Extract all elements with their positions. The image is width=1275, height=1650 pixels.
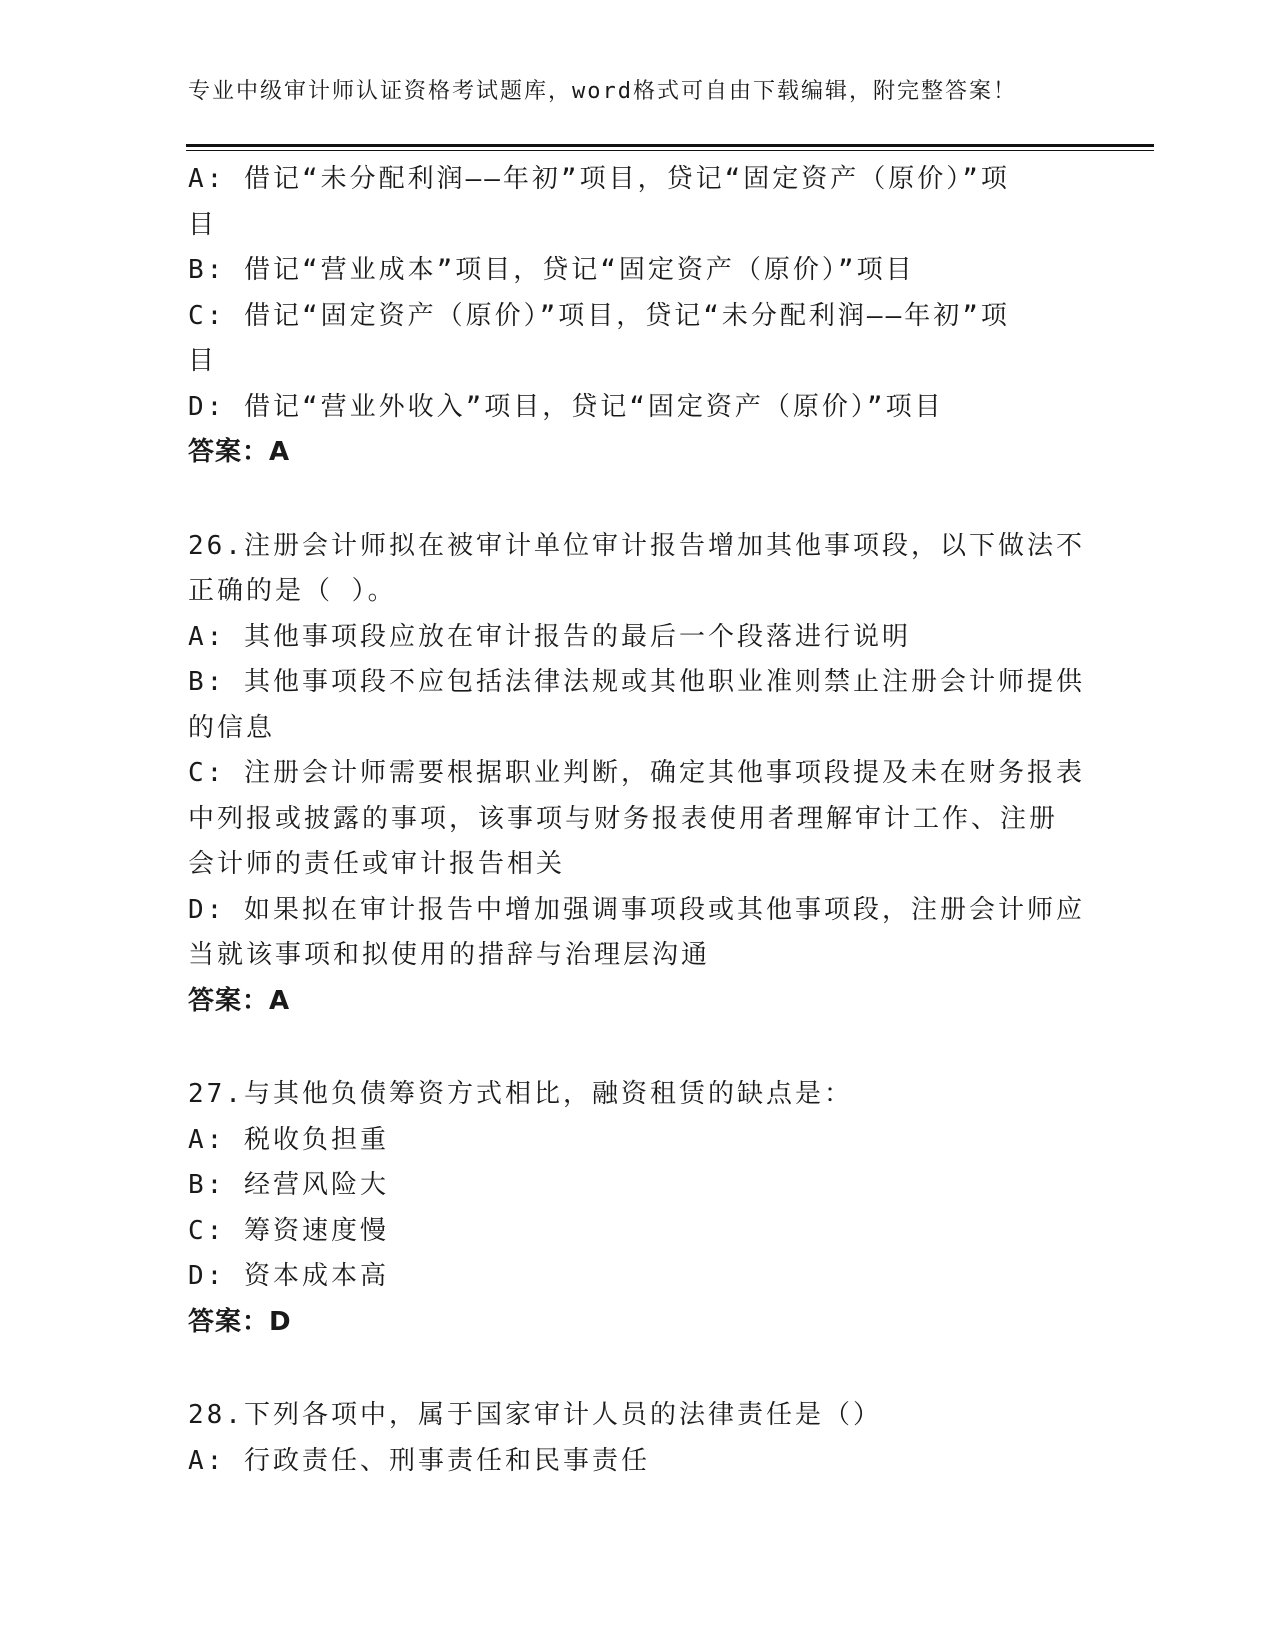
question-line: 28.下列各项中，属于国家审计人员的法律责任是（） xyxy=(188,1400,882,1430)
question-block-q27 xyxy=(188,1072,1088,1345)
spacer xyxy=(188,1345,1088,1393)
question-line: B: 借记“营业成本”项目，贷记“固定资产（原价）”项目 xyxy=(188,255,915,285)
question-line: A: 行政责任、刑事责任和民事责任 xyxy=(188,1445,650,1476)
question-line: B: 其他事项段不应包括法律法规或其他职业准则禁止注册会计师提供 xyxy=(188,667,1085,697)
question-content xyxy=(188,157,1088,1484)
answer-line: 答案：A xyxy=(188,437,291,467)
answer-line: 答案：A xyxy=(188,985,291,1016)
question-line: 当就该事项和拟使用的措辞与治理层沟通 xyxy=(188,940,711,970)
question-line: 27.与其他负债筹资方式相比，融资租赁的缺点是： xyxy=(188,1079,853,1109)
question-line: A: 借记“未分配利润——年初”项目，贷记“固定资产（原价）”项 xyxy=(188,164,1010,194)
question-line: D: 资本成本高 xyxy=(188,1261,389,1291)
header-rule-thin xyxy=(186,150,1154,151)
question-line: D: 借记“营业外收入”项目，贷记“固定资产（原价）”项目 xyxy=(188,391,944,422)
header-rule-thick xyxy=(186,144,1154,147)
question-line: C: 注册会计师需要根据职业判断，确定其他事项段提及未在财务报表 xyxy=(188,758,1085,788)
question-line: 26.注册会计师拟在被审计单位审计报告增加其他事项段，以下做法不 xyxy=(188,530,1085,561)
question-block-q28 xyxy=(188,1393,1088,1484)
question-block-q26 xyxy=(188,524,1088,1025)
question-line: 中列报或披露的事项，该事项与财务报表使用者理解审计工作、注册 xyxy=(188,803,1059,834)
question-line: A: 税收负担重 xyxy=(188,1124,389,1155)
question-line: 目 xyxy=(188,209,218,240)
question-line: D: 如果拟在审计报告中增加强调事项段或其他事项段，注册会计师应 xyxy=(188,894,1085,925)
question-line: 会计师的责任或审计报告相关 xyxy=(188,849,566,879)
question-line: 正确的是（ ）。 xyxy=(188,576,397,606)
answer-line: 答案：D xyxy=(188,1306,292,1337)
question-line: C: 筹资速度慢 xyxy=(188,1215,389,1246)
page-header: 专业中级审计师认证资格考试题库，word格式可自由下载编辑，附完整答案！ xyxy=(188,79,1017,104)
question-line: C: 借记“固定资产（原价）”项目，贷记“未分配利润——年初”项 xyxy=(188,300,1010,331)
question-line: A: 其他事项段应放在审计报告的最后一个段落进行说明 xyxy=(188,621,911,652)
spacer xyxy=(188,1024,1088,1072)
spacer xyxy=(188,476,1088,524)
question-line: B: 经营风险大 xyxy=(188,1170,389,1200)
question-line: 的信息 xyxy=(188,712,276,743)
question-line: 目 xyxy=(188,346,218,376)
question-block-q25 xyxy=(188,157,1088,476)
